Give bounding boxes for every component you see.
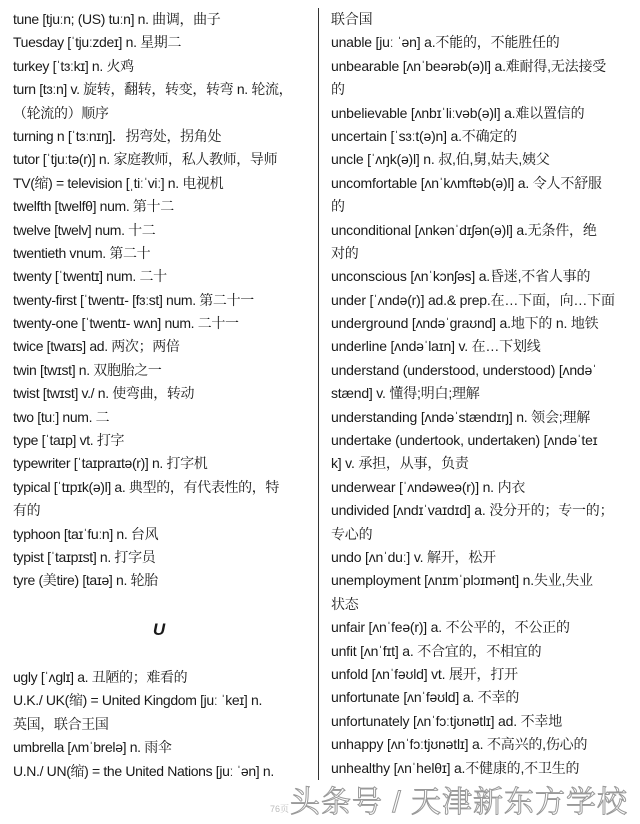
vocab-line: unhappy [ʌnˈfɔːtjʊnətlɪ] a. 不高兴的,伤心的 [331, 736, 588, 753]
vocab-line: type [ˈtaɪp] vt. 打字 [13, 432, 125, 449]
vocab-line: unhealthy [ʌnˈhelθɪ] a.不健康的,不卫生的 [331, 759, 580, 776]
vocab-line: stænd] v. 懂得;明白;理解 [331, 385, 480, 402]
vocab-line: k] v. 承担，从事，负责 [331, 455, 469, 472]
vocab-line: unbearable [ʌnˈbeərəb(ə)l] a.难耐得,无法接受 [331, 57, 607, 74]
vocab-line: tyre (美tire) [taɪə] n. 轮胎 [13, 572, 158, 589]
section-heading-u: U [152, 620, 166, 639]
vocab-line: understand (understood, understood) [ʌndəˈ [331, 361, 597, 378]
vocab-line: twelve [twelv] num. 十二 [13, 221, 156, 238]
vocab-line: 对的 [331, 244, 359, 261]
vocab-line: unable [juː ˈən] a.不能的，不能胜任的 [331, 34, 560, 51]
vocab-line: under [ˈʌndə(r)] ad.& prep.在…下面，向…下面 [331, 291, 615, 308]
vocab-line: TV(缩) = television [ˌtiːˈviː] n. 电视机 [13, 174, 224, 191]
vocab-line: turning n [ˈtɜːnɪŋ]．拐弯处，拐角处 [13, 127, 222, 144]
vocab-line: twenty [ˈtwentɪ] num. 二十 [13, 268, 167, 285]
vocab-line: 联合国 [331, 11, 373, 27]
vocab-line: understanding [ʌndəˈstændɪŋ] n. 领会;理解 [331, 408, 591, 425]
vocab-line: two [tuː] num. 二 [13, 408, 110, 425]
vocab-line: （轮流的）顺序 [13, 104, 109, 121]
vocab-line: unfold [ʌnˈfəʊld] vt. 展开，打开 [331, 665, 518, 682]
vocab-line: uncle [ˈʌŋk(ə)l] n. 叔,伯,舅,姑夫,姨父 [331, 151, 550, 168]
vocab-line: 有的 [13, 502, 41, 519]
right-column [331, 8, 636, 780]
vocab-line: unfortunate [ʌnˈfəʊld] a. 不幸的 [331, 689, 520, 706]
vocab-line: tune [tjuːn; (US) tuːn] n. 曲调，曲子 [13, 11, 221, 27]
vocab-line: 专心的 [331, 525, 373, 542]
vocab-line: umbrella [ʌmˈbrelə] n. 雨伞 [13, 739, 172, 756]
vocab-line: underwear [ˈʌndəweə(r)] n. 内衣 [331, 478, 526, 495]
vocab-line: 英国，联合王国 [13, 715, 109, 732]
vocab-line: twist [twɪst] v./ n. 使弯曲，转动 [13, 385, 195, 402]
vocab-line: 的 [331, 198, 345, 215]
vocab-line: twice [twaɪs] ad. 两次；两倍 [13, 338, 180, 355]
vocab-line: typist [ˈtaɪpɪst] n. 打字员 [13, 548, 156, 565]
vocab-line: twin [twɪst] n. 双胞胎之一 [13, 361, 162, 378]
vocab-line: undertake (undertook, undertaken) [ʌndəˈteɪ [331, 432, 598, 449]
vocab-line: U.N./ UN(缩) = the United Nations [juː ˈən] n. [13, 762, 274, 779]
vocab-line: ugly [ˈʌglɪ] a. 丑陋的；难看的 [13, 669, 188, 685]
vocab-line: U.K./ UK(缩) = United Kingdom [juː ˈkeɪ] n. [13, 692, 262, 709]
vocab-line: 的 [331, 81, 345, 98]
left-column-u-section [13, 666, 274, 783]
vocab-line: undo [ʌnˈduː] v. 解开，松开 [331, 548, 496, 565]
page-number: 76页 [270, 804, 290, 814]
vocab-line: underline [ʌndəˈlaɪn] v. 在…下划线 [331, 338, 541, 355]
vocab-line: tutor [ˈtjuːtə(r)] n. 家庭教师，私人教师，导师 [13, 151, 278, 168]
vocab-line: unconditional [ʌnkənˈdɪʃən(ə)l] a.无条件，绝 [331, 221, 597, 238]
vocab-line: typical [ˈtɪpɪk(ə)l] a. 典型的，有代表性的，特 [13, 478, 280, 495]
vocab-line: unfit [ʌnˈfɪt] a. 不合宜的，不相宜的 [331, 642, 542, 659]
vocab-line: unfortunately [ʌnˈfɔːtjʊnətlɪ] ad. 不幸地 [331, 712, 562, 729]
vocab-line: typewriter [ˈtaɪpraɪtə(r)] n. 打字机 [13, 455, 208, 472]
vocab-line: underground [ʌndəˈgraʊnd] a.地下的 n. 地铁 [331, 315, 599, 332]
vocab-line: twenty-first [ˈtwentɪ- [fɜːst] num. 第二十一 [13, 291, 254, 308]
left-column [13, 8, 313, 593]
vocab-line: typhoon [taɪˈfuːn] n. 台风 [13, 525, 159, 542]
watermark: 头条号 / 天津新东方学校 [289, 786, 628, 819]
vocab-line: unbelievable [ʌnbɪˈliːvəb(ə)l] a.难以置信的 [331, 104, 585, 121]
vocab-line: unconscious [ʌnˈkɔnʃəs] a.昏迷,不省人事的 [331, 268, 591, 285]
vocab-line: undivided [ʌndɪˈvaɪdɪd] a. 没分开的；专一的； [331, 502, 614, 519]
vocab-line: unemployment [ʌnɪmˈplɔɪmənt] n.失业,失业 [331, 572, 593, 589]
vocab-line: 状态 [331, 595, 359, 612]
vocab-line: twenty-one [ˈtwentɪ- wʌn] num. 二十一 [13, 315, 239, 332]
vocab-line: twentieth vnum. 第二十 [13, 244, 151, 261]
column-divider [318, 8, 319, 780]
vocab-line: uncertain [ˈsɜːt(ə)n] a.不确定的 [331, 127, 517, 144]
vocab-line: twelfth [twelfθ] num. 第十二 [13, 198, 174, 215]
vocab-line: Tuesday [ˈtjuːzdeɪ] n. 星期二 [13, 34, 182, 51]
vocab-line: turn [tɜːn] v. 旋转，翻转，转变，转弯 n. 轮流， [13, 81, 293, 98]
vocab-line: uncomfortable [ʌnˈkʌmftəb(ə)l] a. 令人不舒服 [331, 174, 602, 191]
vocab-line: unfair [ʌnˈfeə(r)] a. 不公平的，不公正的 [331, 619, 570, 636]
vocab-line: turkey [ˈtɜːkɪ] n. 火鸡 [13, 57, 134, 74]
